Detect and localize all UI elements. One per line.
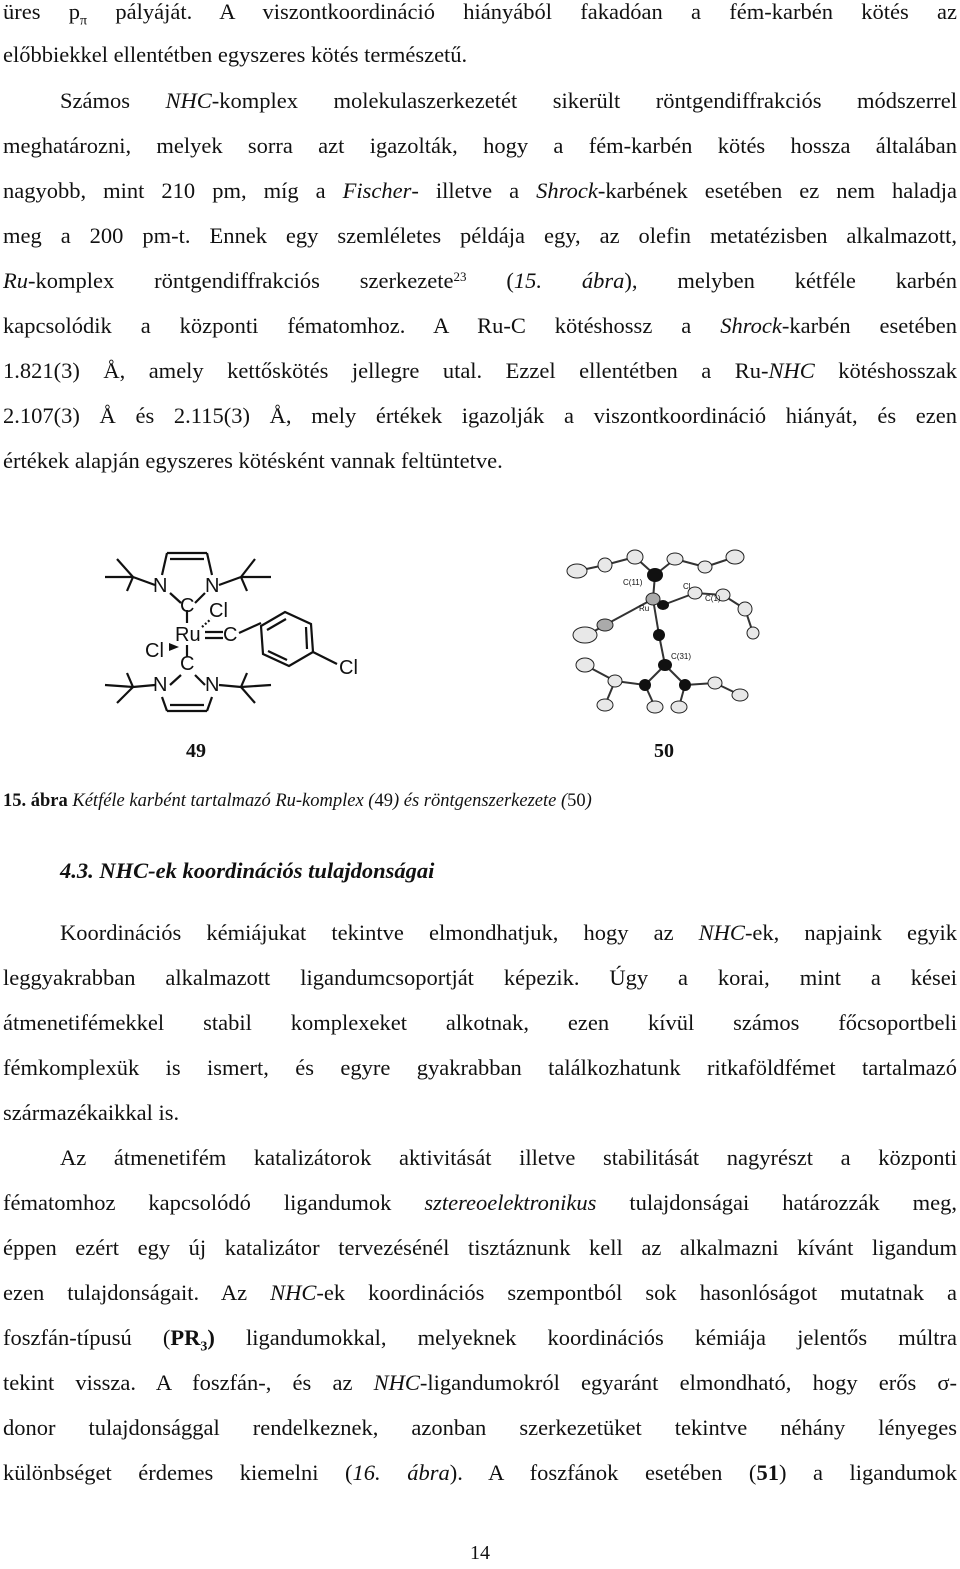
text-line: 2.107(3) Å és 2.115(3) Å, mely értékek igazolják a viszontkoordináció hiányát, és ezen — [3, 403, 957, 428]
text-line: fémkomplexük is ismert, és egyre gyakrabban találkozhatunk ritkaföldfémet tartalmazó — [3, 1055, 957, 1080]
text-line: nagyobb, mint 210 pm, míg a Fischer- illetve a Shrock-karbének esetében ez nem haladja — [3, 178, 958, 203]
atom-c: C — [223, 624, 238, 646]
atom-c: C — [180, 595, 195, 617]
text-line: kapcsolódik a központi fématomhoz. A Ru-C kötéshossz a Shrock-karbén esetében — [3, 313, 957, 338]
text-line: meghatározni, melyek sorra azt igazolták, hogy a fém-karbén kötés hossza általában — [3, 133, 957, 158]
text-line: meg a 200 pm-t. Ennek egy szemléletes példája egy, az olefin metatézisben alkalmazott, — [3, 223, 957, 248]
text-line: leggyakrabban alkalmazott ligandumcsoportját képezik. Úgy a korai, mint a kései — [3, 965, 957, 990]
atom-cl: Cl — [209, 600, 228, 622]
atom-c: C — [180, 653, 195, 675]
text-line: 1.821(3) Å, amely kettőskötés jellegre utal. Ezzel ellentétben a Ru-NHC kötéshosszak — [3, 358, 957, 383]
atom-cl: Cl — [145, 640, 164, 662]
text-line: átmenetifémekkel stabil komplexeket alkotnak, ezen kívül számos főcsoportbeli — [3, 1010, 957, 1035]
compound-number-50: 50 — [654, 740, 674, 762]
atom-ru: Ru — [175, 624, 201, 646]
page-number: 14 — [470, 1542, 490, 1564]
atom-label: C(11) — [623, 578, 643, 587]
text-line: tekint vissza. A foszfán-, és az NHC-ligandumokról egyaránt elmondható, hogy erős σ- — [3, 1370, 957, 1395]
chlorophenyl-ring — [255, 608, 375, 688]
text-line: éppen ezért egy új katalizátor tervezésénél tisztáznunk kell az alkalmazni kívánt ligandum — [3, 1235, 957, 1260]
text-line: fématomhoz kapcsolódó ligandumok sztereoelektronikus tulajdonságai határozzák meg, — [3, 1190, 957, 1215]
atom-n: N — [205, 674, 220, 696]
text-line: előbbiekkel ellentétben egyszeres kötés természetű. — [3, 42, 468, 67]
xray-structure-50 — [555, 545, 760, 720]
text-line: értékek alapján egyszeres kötésként vannak feltüntetve. — [3, 448, 503, 473]
text-line: Koordinációs kémiájukat tekintve elmondhatjuk, hogy az NHC-ek, napjaink egyik — [60, 920, 957, 945]
text-line: származékaikkal is. — [3, 1100, 180, 1125]
text-line: Az átmenetifém katalizátorok aktivitását illetve stabilitását nagyrészt a központi — [60, 1145, 957, 1170]
text-line: Ru-komplex röntgendiffrakciós szerkezete$^{23}$ (15. ábra), melyben kétféle karbén — [3, 268, 957, 293]
atom-label: C(1) — [705, 594, 721, 603]
text-line: ezen tulajdonságait. Az NHC-ek koordinációs szempontból sok hasonlóságot mutatnak a — [3, 1280, 957, 1305]
text-line: Számos NHC-komplex molekulaszerkezetét sikerült röntgendiffrakciós módszerrel — [60, 88, 958, 113]
atom-cl: Cl — [339, 657, 358, 679]
compound-number-49: 49 — [186, 740, 206, 762]
atom-label: Cl — [683, 582, 691, 591]
text-line: üres $p_\pi$ pályáját. A viszontkoordináció hiányából fakadóan a fém-karbén kötés az — [3, 0, 957, 29]
text-line: donor tulajdonsággal rendelkeznek, azonban szerkezetüket tekintve néhány lényeges — [3, 1415, 957, 1440]
atom-label: Ru — [639, 604, 650, 613]
atom-n: N — [205, 575, 220, 597]
atom-n: N — [153, 575, 168, 597]
text-line: különbséget érdemes kiemelni (16. ábra). A foszfánok esetében (51) a ligandumok — [3, 1460, 957, 1485]
figure-caption: 15. ábra Kétféle karbént tartalmazó Ru-komplex (49) és röntgenszerkezete (50) — [3, 791, 592, 811]
text-line: foszfán-típusú $(PR_3)$ ligandumokkal, melyeknek koordinációs kémiája jelentős múltra — [3, 1325, 957, 1355]
atom-label: C(31) — [671, 652, 692, 661]
section-heading: 4.3. NHC-ek koordinációs tulajdonságai — [60, 858, 435, 883]
atom-n: N — [153, 674, 168, 696]
